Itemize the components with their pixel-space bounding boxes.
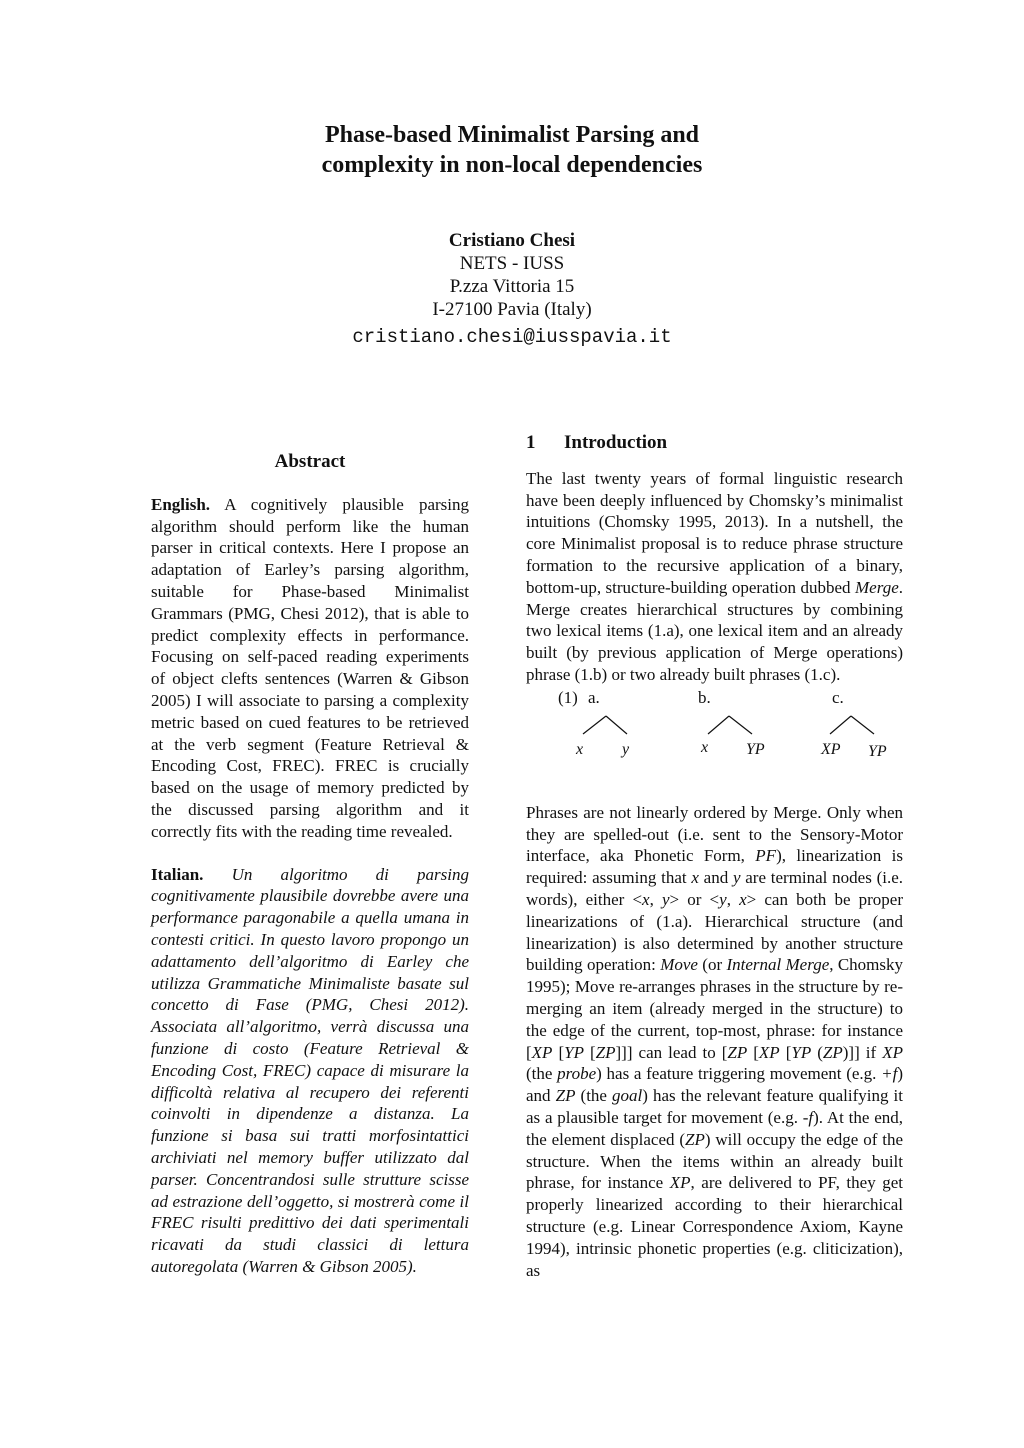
abstract-column (151, 430, 469, 1278)
intro-p2-segment: probe (557, 1064, 597, 1084)
author-address-street: P.zza Vittoria 15 (449, 276, 575, 297)
abstract-italian-text: Un algoritmo di parsing cognitivamente plausibile dovrebbe avere una performance paragonabile a quella umana in contesti critici. In questo lavoro propongo un adattamento dell’algoritmo di Earley che utilizza Grammatiche Minimaliste basate sul concetto di Fase (PMG, Chesi 2012). Associata all’algoritmo, verrà discussa una funzione di costo (Feature Retrieval & Encoding Cost, FREC) capace di misurare la difficoltà relativa al recupero dei referenti coinvolti in dipendenze a distanza. La funzione si basa sui tratti morfosintattici archiviati nel memory buffer utilizzato dal parser. Concentrandosi sulle strutture scisse ad estrazione dell’oggetto, si mostrerà come il FREC risulti predittivo dei dati sperimentali ricavati da studi classici di lettura autoregolata (Warren & Gibson 2005). (151, 864, 469, 1276)
intro-p2-segment: PF (755, 846, 777, 866)
intro-p2-segment: ) will occupy the edge of the structure. When the items within an already built phrase, for instance (526, 1129, 903, 1193)
author-name: Cristiano Chesi (448, 230, 576, 251)
intro-p2-segment: x (739, 889, 747, 909)
intro-p2-segment: -f (802, 1107, 814, 1127)
abstract-italian (151, 864, 469, 1278)
abstract-english-text: A cognitively plausible parsing algorithm should perform like the human parser in critical contexts. Here I propose an adaptation of Earley’s parsing algorithm, suitable for Phase-based Minimalist Grammars (PMG, Chesi 2012), that is able to predict complexity effects in performance. Focusing on self-paced reading experiments of object clefts sentences (Warren & Gibson 2005) I will associate to parsing a complexity metric based on cued features to be retrieved at the verb segment (Feature Retrieval & Encoding Cost, FREC). FREC is crucially based on the usage of memory predicted by the discussed parsing algorithm and it correctly fits with the reading time revealed. (151, 494, 469, 841)
example-b-label: b. (698, 687, 711, 707)
section-number: 1 (526, 432, 536, 453)
intro-p1-text-a: The last twenty years of formal linguistic research have been deeply influenced by Chomsky’s minimalist intuitions (Chomsky 1995, 2013). In a nutshell, the core Minimalist proposal is to reduce phrase structure formation to the recursive application of a binary, bottom-up, structure-building operation dubbed (526, 468, 903, 597)
intro-p2-segment: > or < (669, 889, 720, 909)
intro-p2-segment: YP (791, 1042, 812, 1062)
example-c-label: c. (832, 687, 844, 707)
intro-p1-merge-term: Merge (855, 577, 899, 597)
intro-p2-segment: ZP (822, 1042, 843, 1062)
intro-p2-segment: y (719, 889, 727, 909)
intro-p2-segment: ) has a feature triggering movement (e.g. (596, 1064, 882, 1084)
intro-p2-segment: ), linearization is required: assuming that (526, 846, 903, 888)
intro-p2-segment: , (726, 889, 740, 909)
intro-p2-segment: XP (882, 1042, 903, 1062)
intro-p2-segment: [ (552, 1042, 565, 1062)
intro-paragraph-2 (526, 802, 903, 1282)
intro-p2-segment: XP (669, 1173, 691, 1193)
intro-p1-text-b: . Merge creates hierarchical structures by combining two lexical items (1.a), one lexical item and an already built (by previous application of Merge operations) phrase (1.b) or two already built phrases (1.c). (526, 577, 903, 684)
abstract-italian-label: Italian. (151, 864, 204, 884)
intro-p2-segment: (or (697, 955, 727, 975)
tree-b-left-branch (708, 716, 729, 734)
tree-a-right-branch (606, 716, 627, 734)
intro-p2-segment: ZP (595, 1042, 616, 1062)
intro-p2-segment: XP (758, 1042, 780, 1062)
intro-p2-segment: Internal Merge (726, 955, 830, 975)
intro-p2-segment: , Chomsky 1995); Move re-arranges phrases in the structure by re-merging an item (already merged in the structure) to the edge of the current, top-most, phrase: for instance [ (526, 955, 904, 1062)
author-address-city: I-27100 Pavia (Italy) (432, 299, 592, 320)
intro-p2-segment: XP (531, 1042, 553, 1062)
title-line-1: Phase-based Minimalist Parsing and (324, 122, 700, 148)
intro-p2-segment: and (698, 868, 733, 888)
intro-p2-segment: [ (583, 1042, 596, 1062)
merge-example-trees (526, 687, 903, 782)
introduction-column (526, 430, 903, 1281)
intro-p2-segment: Move (660, 955, 698, 975)
tree-b-right-leaf: YP (746, 740, 765, 758)
intro-p2-segment: ( (811, 1042, 823, 1062)
intro-p2-segment: > can both be proper linearizations of (1.a). Hierarchical structure (and linearization) is also determined by another structure building operation: (526, 889, 903, 975)
example-a-label: a. (588, 687, 600, 707)
intro-p2-segment: ZP (685, 1129, 705, 1149)
intro-p2-segment: (the (575, 1086, 613, 1106)
intro-p2-segment: ZP (555, 1086, 576, 1106)
paper-title (0, 120, 1024, 180)
example-number: (1) (558, 687, 578, 707)
section-title: Introduction (564, 432, 668, 453)
tree-c-left-leaf: XP (821, 740, 841, 758)
intro-p2-segment: ). At the end, the element displaced ( (526, 1107, 904, 1149)
abstract-heading: Abstract (274, 451, 346, 472)
intro-p2-segment: YP (564, 1042, 584, 1062)
tree-b-left-leaf: x (701, 738, 709, 756)
tree-a-right-leaf: y (622, 740, 630, 758)
intro-p2-segment: [ (747, 1042, 759, 1062)
tree-c-right-leaf: YP (868, 742, 887, 760)
intro-p2-segment: x (691, 868, 699, 888)
intro-paragraph-1 (526, 468, 903, 686)
intro-p2-segment: y (661, 889, 670, 909)
intro-p2-segment: ]]] can lead to [ (615, 1042, 728, 1062)
intro-p2-segment: , are delivered to PF, they get properly linearized according to their hierarchical structure (e.g. Linear Correspondence Axiom, Kayne 1994), intrinsic phonetic properties (e.g. cliticization), as (526, 1173, 903, 1280)
intro-p2-segment: Phrases are not linearly ordered by Merge. Only when they are spelled-out (i.e. sent to the Sensory-Motor interface, aka Phonetic Form, (526, 802, 903, 866)
intro-p2-segment: (the (526, 1064, 558, 1084)
intro-p2-segment: , (649, 889, 662, 909)
intro-p2-segment: are terminal nodes (i.e. words), either < (526, 868, 904, 909)
intro-p2-segment: ZP (727, 1042, 748, 1062)
author-block (0, 229, 1024, 349)
tree-b-right-branch (729, 716, 752, 734)
abstract-english-label: English. (151, 494, 211, 514)
intro-p2-segment: [ (779, 1042, 792, 1062)
abstract-english (151, 494, 469, 843)
intro-p2-segment: )]] if (842, 1042, 883, 1062)
title-line-2: complexity in non-local dependencies (321, 152, 703, 178)
intro-p2-segment: y (732, 868, 741, 888)
tree-a-left-branch (583, 716, 606, 734)
tree-c-left-branch (830, 716, 851, 734)
intro-p2-segment: x (642, 889, 650, 909)
intro-p2-segment: goal (612, 1086, 643, 1106)
tree-c-right-branch (851, 716, 874, 734)
author-affiliation: NETS - IUSS (459, 253, 565, 274)
tree-a-left-leaf: x (576, 740, 584, 758)
author-email[interactable]: cristiano.chesi@iusspavia.it (352, 326, 672, 348)
section-heading (526, 432, 903, 454)
intro-p2-segment: +f (881, 1064, 898, 1084)
intro-p2-segment: ) and (526, 1064, 903, 1106)
intro-p2-segment: ) has the relevant feature qualifying it as a plausible target for movement (e.g. (526, 1086, 903, 1127)
